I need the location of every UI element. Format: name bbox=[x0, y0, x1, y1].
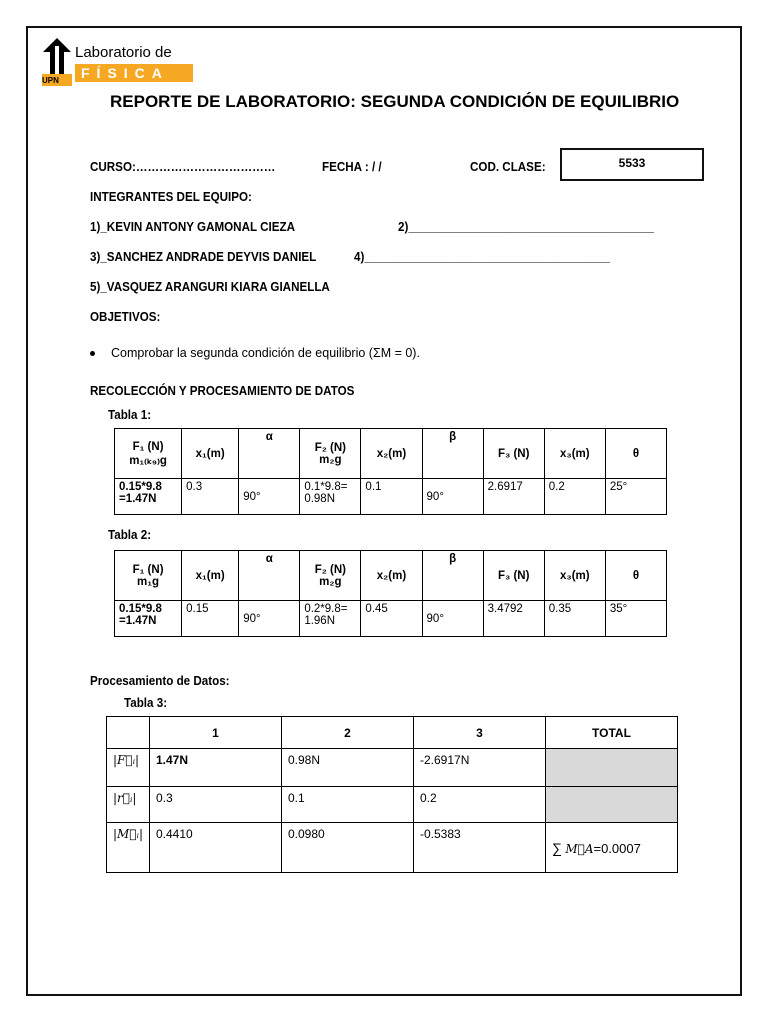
t2-h-x1: x₁(m) bbox=[182, 551, 239, 601]
t3-col-2: 2 bbox=[282, 717, 414, 749]
objective-item bbox=[90, 346, 420, 360]
t3-m-3: -0.5383 bbox=[414, 823, 546, 873]
t2-c-theta: 35° bbox=[605, 601, 666, 637]
t1-h-x3: x₃(m) bbox=[544, 429, 605, 479]
t1-c-x1: 0.3 bbox=[182, 479, 239, 515]
t2-c-alpha: 90° bbox=[239, 601, 300, 637]
t3-m-total bbox=[546, 823, 678, 873]
t2-h-f3: F₃ (N) bbox=[483, 551, 544, 601]
table1-caption: Tabla 1: bbox=[108, 408, 152, 422]
t2-h-f1: F₁ (N) m₁g bbox=[115, 551, 182, 601]
t3-r-2: 0.1 bbox=[282, 787, 414, 823]
t1-c-f2: 0.1*9.8= 0.98N bbox=[300, 479, 361, 515]
t2-h-f2: F₂ (N) m₂g bbox=[300, 551, 361, 601]
cod-clase-label: COD. CLASE: bbox=[470, 160, 546, 174]
t3-f-3: -2.6917N bbox=[414, 749, 546, 787]
t1-h-x2: x₂(m) bbox=[361, 429, 422, 479]
t3-r-total bbox=[546, 787, 678, 823]
t2-c-beta: 90° bbox=[422, 601, 483, 637]
objective-text: Comprobar la segunda condición de equilibrio (ΣM = 0). bbox=[111, 346, 420, 360]
t1-h-beta: β bbox=[422, 429, 483, 479]
t1-h-f2: F₂ (N) m₂g bbox=[300, 429, 361, 479]
t3-corner bbox=[107, 717, 150, 749]
team-member-1: 1)_KEVIN ANTONY GAMONAL CIEZA bbox=[90, 220, 295, 234]
table1 bbox=[114, 428, 667, 515]
objectives-heading: OBJETIVOS: bbox=[90, 310, 161, 324]
t1-h-alpha: α bbox=[239, 429, 300, 479]
page-title: REPORTE DE LABORATORIO: SEGUNDA CONDICIÓN DE EQUILIBRIO bbox=[110, 92, 680, 111]
table3-caption: Tabla 3: bbox=[124, 696, 168, 710]
t2-c-f2: 0.2*9.8= 1.96N bbox=[300, 601, 361, 637]
t2-c-x3: 0.35 bbox=[544, 601, 605, 637]
t1-h-x1: x₁(m) bbox=[182, 429, 239, 479]
t1-c-alpha: 90° bbox=[239, 479, 300, 515]
t3-f-total bbox=[546, 749, 678, 787]
t2-h-theta: θ bbox=[605, 551, 666, 601]
table2 bbox=[114, 550, 667, 637]
t3-row-m-label: |M⃗ᵢ| bbox=[107, 823, 150, 873]
table3 bbox=[106, 716, 678, 873]
bullet-icon bbox=[90, 351, 95, 356]
t1-h-f1: F₁ (N) m₁₍ₖ₉₎g bbox=[115, 429, 182, 479]
t3-r-1: 0.3 bbox=[150, 787, 282, 823]
t2-h-beta: β bbox=[422, 551, 483, 601]
curso-field: CURSO:……………………………… bbox=[90, 160, 276, 174]
t3-col-3: 3 bbox=[414, 717, 546, 749]
t1-c-x3: 0.2 bbox=[544, 479, 605, 515]
t3-m-1: 0.4410 bbox=[150, 823, 282, 873]
t2-h-alpha: α bbox=[239, 551, 300, 601]
t2-c-f3: 3.4792 bbox=[483, 601, 544, 637]
logo-brand: UPN bbox=[42, 76, 59, 85]
t1-h-f3: F₃ (N) bbox=[483, 429, 544, 479]
logo-line1: Laboratorio de bbox=[75, 44, 172, 61]
logo-line2: FÍSICA bbox=[75, 64, 193, 82]
t2-h-x2: x₂(m) bbox=[361, 551, 422, 601]
team-member-4: 4)______________________________________ bbox=[354, 250, 611, 264]
processing-heading: Procesamiento de Datos: bbox=[90, 674, 230, 688]
t3-f-2: 0.98N bbox=[282, 749, 414, 787]
upn-logo bbox=[42, 38, 202, 88]
t1-c-f3: 2.6917 bbox=[483, 479, 544, 515]
team-heading: INTEGRANTES DEL EQUIPO: bbox=[90, 190, 252, 204]
t3-m-total-symbol: M⃗A bbox=[565, 841, 594, 856]
t1-c-x2: 0.1 bbox=[361, 479, 422, 515]
t1-h-theta: θ bbox=[605, 429, 666, 479]
t3-m-total-value: =0.0007 bbox=[593, 840, 641, 856]
t1-c-theta: 25° bbox=[605, 479, 666, 515]
t3-f-1: 1.47N bbox=[150, 749, 282, 787]
section-heading: RECOLECCIÓN Y PROCESAMIENTO DE DATOS bbox=[90, 384, 355, 398]
team-member-2: 2)______________________________________ bbox=[398, 220, 655, 234]
cod-clase-value: 5533 bbox=[560, 148, 704, 181]
t3-m-2: 0.0980 bbox=[282, 823, 414, 873]
t3-col-1: 1 bbox=[150, 717, 282, 749]
sigma-icon: ∑ bbox=[552, 839, 562, 856]
t3-r-3: 0.2 bbox=[414, 787, 546, 823]
fecha-field: FECHA : / / bbox=[322, 160, 382, 174]
t3-row-r-label: |r⃗ᵢ| bbox=[107, 787, 150, 823]
team-member-3: 3)_SANCHEZ ANDRADE DEYVIS DANIEL bbox=[90, 250, 317, 264]
t1-c-f1: 0.15*9.8 =1.47N bbox=[115, 479, 182, 515]
t2-c-x1: 0.15 bbox=[182, 601, 239, 637]
t2-h-x3: x₃(m) bbox=[544, 551, 605, 601]
team-member-5: 5)_VASQUEZ ARANGURI KIARA GIANELLA bbox=[90, 280, 330, 294]
t3-row-f-label: |F⃗ᵢ| bbox=[107, 749, 150, 787]
table2-caption: Tabla 2: bbox=[108, 528, 152, 542]
t2-c-x2: 0.45 bbox=[361, 601, 422, 637]
t2-c-f1: 0.15*9.8 =1.47N bbox=[115, 601, 182, 637]
t1-c-beta: 90° bbox=[422, 479, 483, 515]
t3-col-total: TOTAL bbox=[546, 717, 678, 749]
